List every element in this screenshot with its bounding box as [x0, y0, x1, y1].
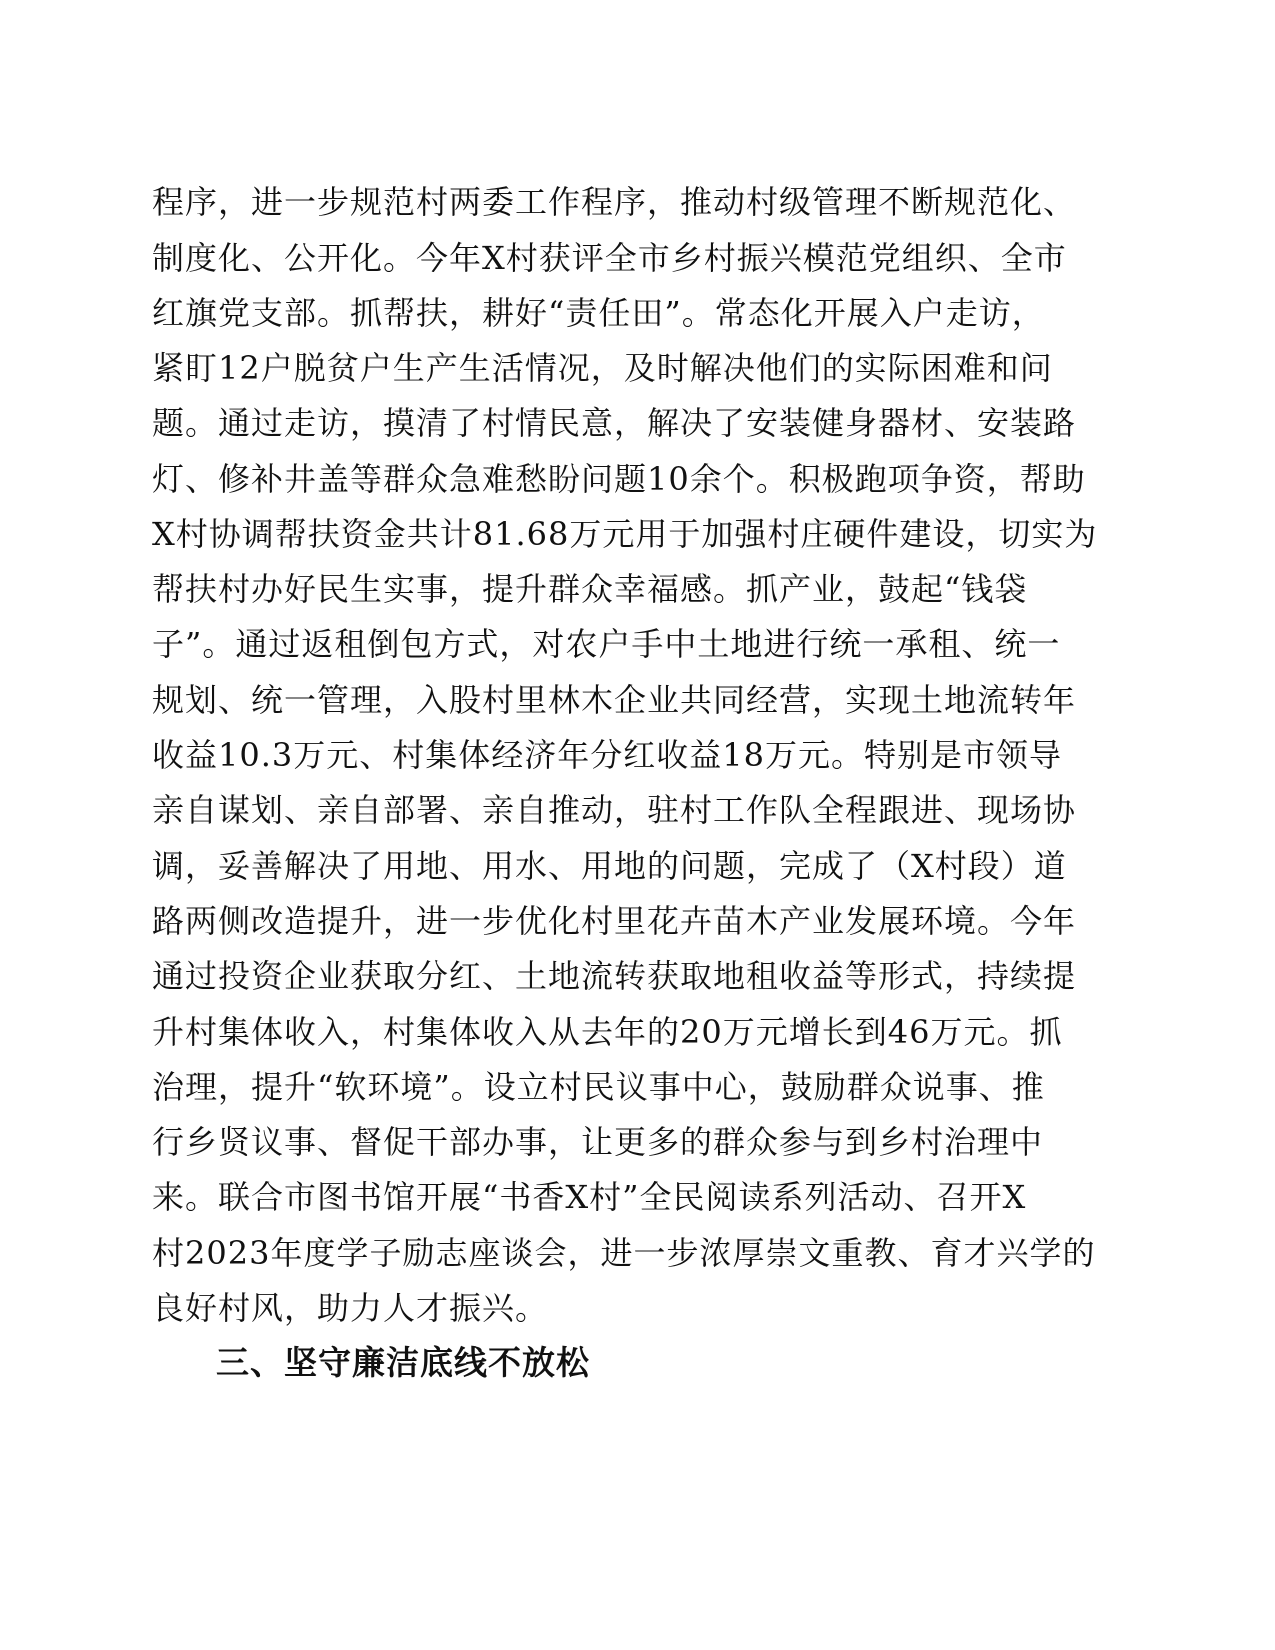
body-text-line: 行乡贤议事、督促干部办事，让更多的群众参与到乡村治理中 [152, 1123, 1044, 1161]
body-text-line: X村协调帮扶资金共计81.68万元用于加强村庄硬件建设，切实为 [152, 515, 1098, 553]
body-text-line: 规划、统一管理，入股村里林木企业共同经营，实现土地流转年 [152, 681, 1077, 719]
body-text-line: 通过投资企业获取分红、土地流转获取地租收益等形式，持续提 [152, 957, 1077, 995]
body-text-line: 子”。通过返租倒包方式，对农户手中土地进行统一承租、统一 [152, 625, 1061, 663]
body-text-line: 良好村风，助力人才振兴。 [152, 1289, 549, 1327]
body-text-line: 灯、修补井盖等群众急难愁盼问题10余个。积极跑项争资，帮助 [152, 460, 1086, 498]
body-text-line: 村2023年度学子励志座谈会，进一步浓厚崇文重教、育才兴学的 [152, 1234, 1096, 1272]
body-text-line: 题。通过走访，摸清了村情民意，解决了安装健身器材、安装路 [152, 404, 1077, 442]
body-text-line: 来。联合市图书馆开展“书香X村”全民阅读系列活动、召开X [152, 1178, 1027, 1216]
body-text-line: 路两侧改造提升，进一步优化村里花卉苗木产业发展环境。今年 [152, 902, 1077, 940]
body-text-line: 收益10.3万元、村集体经济年分红收益18万元。特别是市领导 [152, 736, 1062, 774]
body-text-line: 调，妥善解决了用地、用水、用地的问题，完成了（X村段）道 [152, 847, 1067, 885]
body-text-line: 亲自谋划、亲自部署、亲自推动，驻村工作队全程跟进、现场协 [152, 791, 1077, 829]
body-text-line: 红旗党支部。抓帮扶，耕好“责任田”。常态化开展入户走访， [152, 294, 1045, 332]
body-text-line: 制度化、公开化。今年X村获评全市乡村振兴模范党组织、全市 [152, 239, 1067, 277]
body-text-line: 紧盯12户脱贫户生产生活情况，及时解决他们的实际困难和问 [152, 349, 1053, 387]
body-text-line: 程序，进一步规范村两委工作程序，推动村级管理不断规范化、 [152, 183, 1077, 221]
body-text-line: 帮扶村办好民生实事，提升群众幸福感。抓产业，鼓起“钱袋 [152, 570, 1028, 608]
section-heading: 三、坚守廉洁底线不放松 [216, 1343, 590, 1382]
body-text-line: 治理，提升“软环境”。设立村民议事中心，鼓励群众说事、推 [152, 1068, 1045, 1106]
body-text-line: 升村集体收入，村集体收入从去年的20万元增长到46万元。抓 [152, 1013, 1063, 1051]
